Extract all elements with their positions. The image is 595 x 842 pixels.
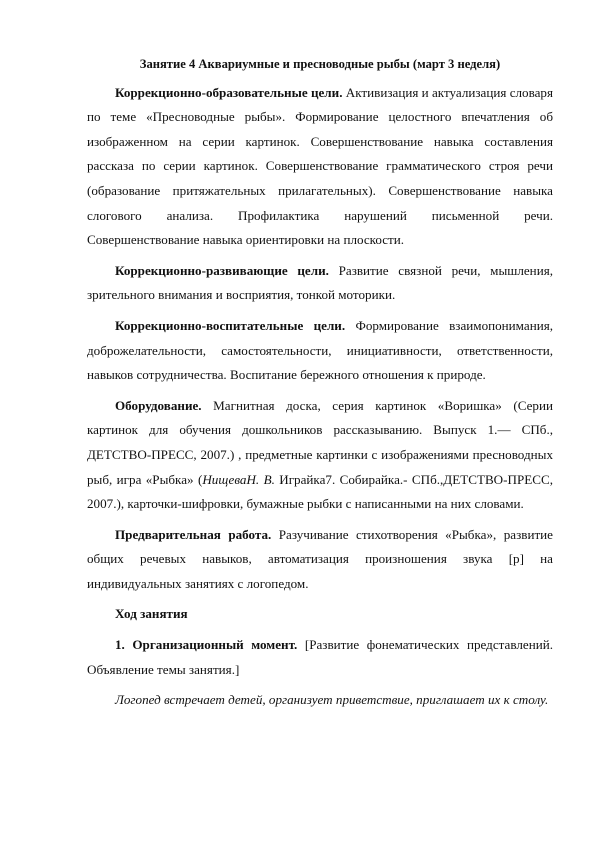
paragraph-text: Магнитная доска, серия картинок «Воришка» (Серии картинок для обучения дошкольников рассказыванию. Выпуск 1.— СПб., ДЕТСТВО-ПРЕСС, 2007.) , предметные картинки с изображениями пресноводных рыб, игра «Рыбка» (	[87, 397, 553, 487]
course-heading: Ход занятия	[115, 606, 188, 622]
paragraph-text: Развитие связной речи, мышления, зрительного внимания и восприятия, тонкой моторики.	[87, 262, 553, 303]
paragraph-correction-upbringing	[87, 314, 553, 388]
author-name: НищеваН. В.	[202, 471, 275, 487]
step-1-paragraph	[87, 633, 553, 682]
step-1-text: [Развитие фонематических представлений. Объявление темы занятия.]	[87, 637, 553, 677]
paragraph-label: Коррекционно-образовательные цели.	[115, 84, 343, 100]
paragraph-text: Формирование взаимопонимания, доброжелательности, самостоятельности, инициативности, ответственности, навыков сотрудничества. Воспитание бережного отношения к природе.	[87, 317, 554, 383]
paragraph-text-rest: Играйка7. Собирайка.- СПб.,ДЕТСТВО-ПРЕСС, 2007.), карточки-шифровки, бумажные рыбки с написанными на них словами.	[87, 471, 553, 512]
paragraph-label: Оборудование.	[115, 397, 202, 413]
paragraph-text: Разучивание стихотворения «Рыбка», развитие общих речевых навыков, автоматизация произношения звука [р] на индивидуальных занятиях с логопедом.	[87, 526, 553, 591]
teacher-note: Логопед встречает детей, организует приветствие, приглашает их к столу.	[115, 692, 549, 708]
paragraph-correction-developing	[87, 259, 553, 308]
step-1-label: 1. Организационный момент.	[115, 637, 298, 653]
lesson-title: Занятие 4 Аквариумные и пресноводные рыбы (март 3 неделя)	[139, 57, 501, 71]
document-page	[87, 52, 553, 713]
paragraph-text: Активизация и актуализация словаря по теме «Пресноводные рыбы». Формирование целостного впечатления об изображенном на серии картинок. Совершенствование навыка составления рассказа по серии картинок. Совершенствование грамматического строя речи (образование притяжательных прилагательных). Совершенствование навыка слогового анализа. Профилактика нарушений письменной речи. Совершенствование навыка ориентировки на плоскости.	[87, 84, 553, 248]
paragraph-label: Коррекционно-воспитательные цели.	[115, 317, 346, 333]
paragraph-label: Коррекционно-развивающие цели.	[115, 262, 329, 278]
paragraph-correction-educational	[87, 81, 553, 253]
paragraph-equipment	[87, 394, 553, 517]
paragraph-preliminary-work	[87, 523, 553, 597]
paragraph-label: Предварительная работа.	[115, 526, 272, 542]
